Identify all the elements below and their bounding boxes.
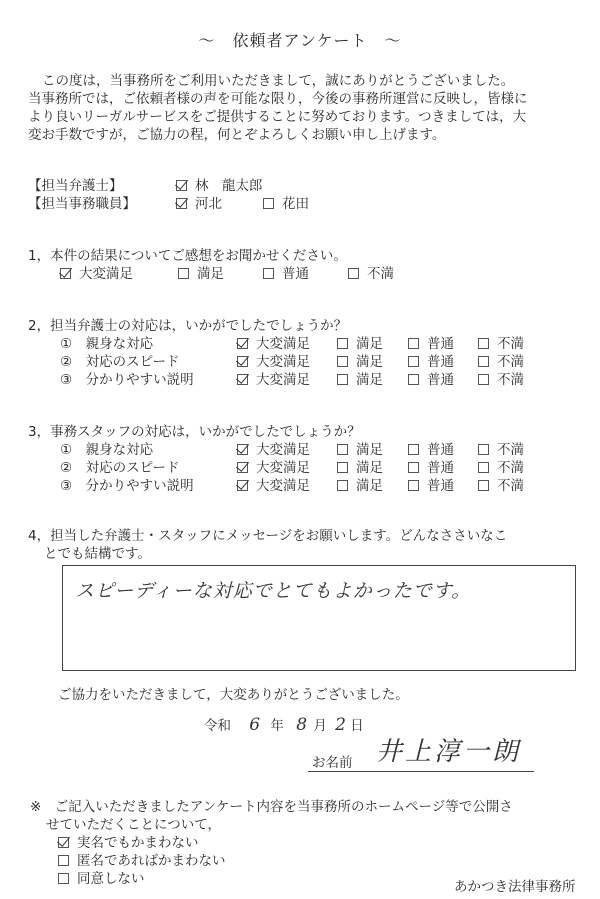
q2-opt[interactable]: [337, 368, 383, 388]
option-label: 満足: [356, 478, 383, 494]
q1-question: 1，本件の結果についてご感想をお聞かせください。: [28, 248, 347, 264]
q3-opt[interactable]: [237, 456, 310, 476]
option-label: 不満: [497, 460, 524, 476]
option-label: 普通: [427, 442, 454, 458]
option-label: 満足: [197, 266, 224, 282]
q3-checkbox[interactable]: [237, 462, 248, 473]
clerk-name: 花田: [282, 196, 309, 212]
clerk-option-hanada[interactable]: [263, 192, 309, 212]
publish-checkbox[interactable]: [58, 873, 69, 884]
q3-checkbox[interactable]: [478, 462, 489, 473]
option-label: 普通: [427, 460, 454, 476]
publish-line-2: せていただくことについて，: [46, 817, 221, 833]
q3-checkbox[interactable]: [337, 444, 348, 455]
option-label: 同意しない: [77, 871, 145, 887]
date-line: [204, 714, 364, 735]
option-label: 普通: [427, 372, 454, 388]
q2-opt[interactable]: [237, 332, 310, 352]
q3-checkbox[interactable]: [337, 480, 348, 491]
q3-opt[interactable]: [408, 456, 454, 476]
date-era: 令和: [204, 718, 231, 734]
date-day-unit: 日: [350, 718, 364, 734]
q1-checkbox[interactable]: [348, 268, 359, 279]
option-label: 大変満足: [256, 478, 310, 494]
q4-question-line-1: 4，担当した弁護士・スタッフにメッセージをお願いします。どんなささいなこ: [28, 528, 508, 544]
q2-opt[interactable]: [337, 350, 383, 370]
q2-opt[interactable]: [408, 368, 454, 388]
q3-checkbox[interactable]: [237, 480, 248, 491]
q2-item-label: ③ 分かりやすい説明: [60, 372, 194, 388]
option-label: 大変満足: [79, 266, 133, 282]
option-label: 満足: [356, 354, 383, 370]
q2-checkbox[interactable]: [478, 356, 489, 367]
option-label: 不満: [497, 372, 524, 388]
q3-opt[interactable]: [478, 438, 524, 458]
q2-opt[interactable]: [478, 368, 524, 388]
q2-checkbox[interactable]: [237, 374, 248, 385]
q3-opt[interactable]: [478, 456, 524, 476]
q3-checkbox[interactable]: [408, 480, 419, 491]
clerk-checkbox-hanada[interactable]: [263, 198, 274, 209]
q2-checkbox[interactable]: [337, 338, 348, 349]
q2-opt[interactable]: [408, 332, 454, 352]
q1-option-4[interactable]: [348, 262, 394, 282]
intro-line-1: この度は，当事務所をご利用いただきまして，誠にありがとうございました。: [42, 73, 515, 89]
q3-checkbox[interactable]: [337, 462, 348, 473]
q1-checkbox[interactable]: [263, 268, 274, 279]
option-label: 大変満足: [256, 372, 310, 388]
q2-checkbox[interactable]: [478, 374, 489, 385]
q3-opt[interactable]: [408, 438, 454, 458]
option-label: 大変満足: [256, 354, 310, 370]
option-label: 普通: [427, 336, 454, 352]
q3-checkbox[interactable]: [478, 480, 489, 491]
option-label: 満足: [356, 460, 383, 476]
option-label: 不満: [497, 336, 524, 352]
intro-line-3: より良いリーガルサービスをご提供することに努めております。つきましては，大: [28, 109, 527, 125]
q2-checkbox[interactable]: [408, 338, 419, 349]
publish-option-2[interactable]: [58, 849, 226, 869]
q2-opt[interactable]: [237, 368, 310, 388]
q3-opt[interactable]: [337, 438, 383, 458]
q2-opt[interactable]: [478, 350, 524, 370]
message-text: スピーディーな対応でとてもよかったです。: [75, 580, 472, 602]
name-label: お名前: [312, 755, 353, 771]
clerk-name: 河北: [195, 196, 222, 212]
q3-item-label: ① 親身な対応: [60, 442, 154, 458]
option-label: 不満: [497, 442, 524, 458]
lawyer-name: 林 龍太郎: [195, 178, 263, 194]
publish-option-3[interactable]: [58, 867, 145, 887]
intro-line-4: 変お手数ですが，ご協力の程，何とぞよろしくお願い申し上げます。: [28, 127, 446, 143]
firm-name: あかつき法律事務所: [454, 879, 576, 895]
intro-line-2: 当事務所では，ご依頼者様の声を可能な限り，今後の事務所運営に反映し，皆様に: [28, 91, 528, 107]
lawyer-label: 【担当弁護士】: [28, 178, 123, 194]
publish-option-1[interactable]: [58, 831, 199, 851]
q2-opt[interactable]: [237, 350, 310, 370]
q2-opt[interactable]: [408, 350, 454, 370]
thanks-text: ご協力をいただきまして，大変ありがとうございました。: [58, 687, 409, 703]
q1-option-3[interactable]: [263, 262, 309, 282]
q3-checkbox[interactable]: [478, 444, 489, 455]
option-label: 普通: [427, 478, 454, 494]
option-label: 普通: [427, 354, 454, 370]
q3-question: 3，事務スタッフの対応は，いかがでしたでしょうか？: [28, 424, 361, 440]
message-box[interactable]: [62, 565, 576, 671]
q3-opt[interactable]: [337, 456, 383, 476]
q3-checkbox[interactable]: [408, 444, 419, 455]
q2-checkbox[interactable]: [237, 338, 248, 349]
q3-opt[interactable]: [337, 474, 383, 494]
q3-opt[interactable]: [237, 438, 310, 458]
q3-opt[interactable]: [408, 474, 454, 494]
option-label: 満足: [356, 372, 383, 388]
lawyer-option[interactable]: [176, 174, 263, 194]
q2-checkbox[interactable]: [478, 338, 489, 349]
q1-checkbox[interactable]: [60, 268, 71, 279]
q2-checkbox[interactable]: [408, 374, 419, 385]
option-label: 不満: [497, 354, 524, 370]
q4-question-line-2: とでも結構です。: [44, 546, 151, 562]
publish-checkbox[interactable]: [58, 837, 69, 848]
survey-title: ～ 依頼者アンケート ～: [198, 31, 402, 50]
option-label: 大変満足: [256, 336, 310, 352]
option-label: 満足: [356, 336, 383, 352]
date-day[interactable]: 2: [335, 715, 346, 735]
date-month[interactable]: 8: [296, 715, 308, 735]
option-label: 匿名であればかまわない: [77, 853, 226, 869]
q1-option-1[interactable]: [60, 262, 133, 282]
signature-underline: [308, 771, 534, 772]
option-label: 満足: [356, 442, 383, 458]
q3-item-label: ③ 分かりやすい説明: [60, 478, 194, 494]
publish-line-1: ※ ご記入いただきましたアンケート内容を当事務所のホームページ等で公開さ: [30, 799, 513, 815]
date-year-unit: 年: [270, 718, 284, 734]
clerk-checkbox-kawakita[interactable]: [176, 198, 187, 209]
q2-checkbox[interactable]: [337, 374, 348, 385]
q1-option-2[interactable]: [178, 262, 224, 282]
date-month-unit: 月: [313, 718, 327, 734]
q2-checkbox[interactable]: [408, 356, 419, 367]
q2-opt[interactable]: [478, 332, 524, 352]
q2-item-label: ② 対応のスピード: [60, 354, 180, 370]
q3-checkbox[interactable]: [408, 462, 419, 473]
option-label: 大変満足: [256, 460, 310, 476]
q2-checkbox[interactable]: [337, 356, 348, 367]
signature-name[interactable]: 井上淳一朗: [376, 737, 522, 767]
clerk-option-kawakita[interactable]: [176, 192, 222, 212]
option-label: 普通: [282, 266, 309, 282]
q3-checkbox[interactable]: [237, 444, 248, 455]
option-label: 不満: [367, 266, 394, 282]
q2-question: 2，担当弁護士の対応は，いかがでしたでしょうか？: [28, 318, 348, 334]
q1-checkbox[interactable]: [178, 268, 189, 279]
option-label: 大変満足: [256, 442, 310, 458]
publish-checkbox[interactable]: [58, 855, 69, 866]
q3-opt[interactable]: [237, 474, 310, 494]
q2-opt[interactable]: [337, 332, 383, 352]
q2-item-label: ① 親身な対応: [60, 336, 154, 352]
lawyer-checkbox[interactable]: [176, 180, 187, 191]
date-year[interactable]: 6: [249, 715, 261, 735]
q3-opt[interactable]: [478, 474, 524, 494]
clerk-label: 【担当事務職員】: [28, 196, 136, 212]
option-label: 実名でもかまわない: [77, 835, 199, 851]
q3-item-label: ② 対応のスピード: [60, 460, 180, 476]
option-label: 不満: [497, 478, 524, 494]
q2-checkbox[interactable]: [237, 356, 248, 367]
